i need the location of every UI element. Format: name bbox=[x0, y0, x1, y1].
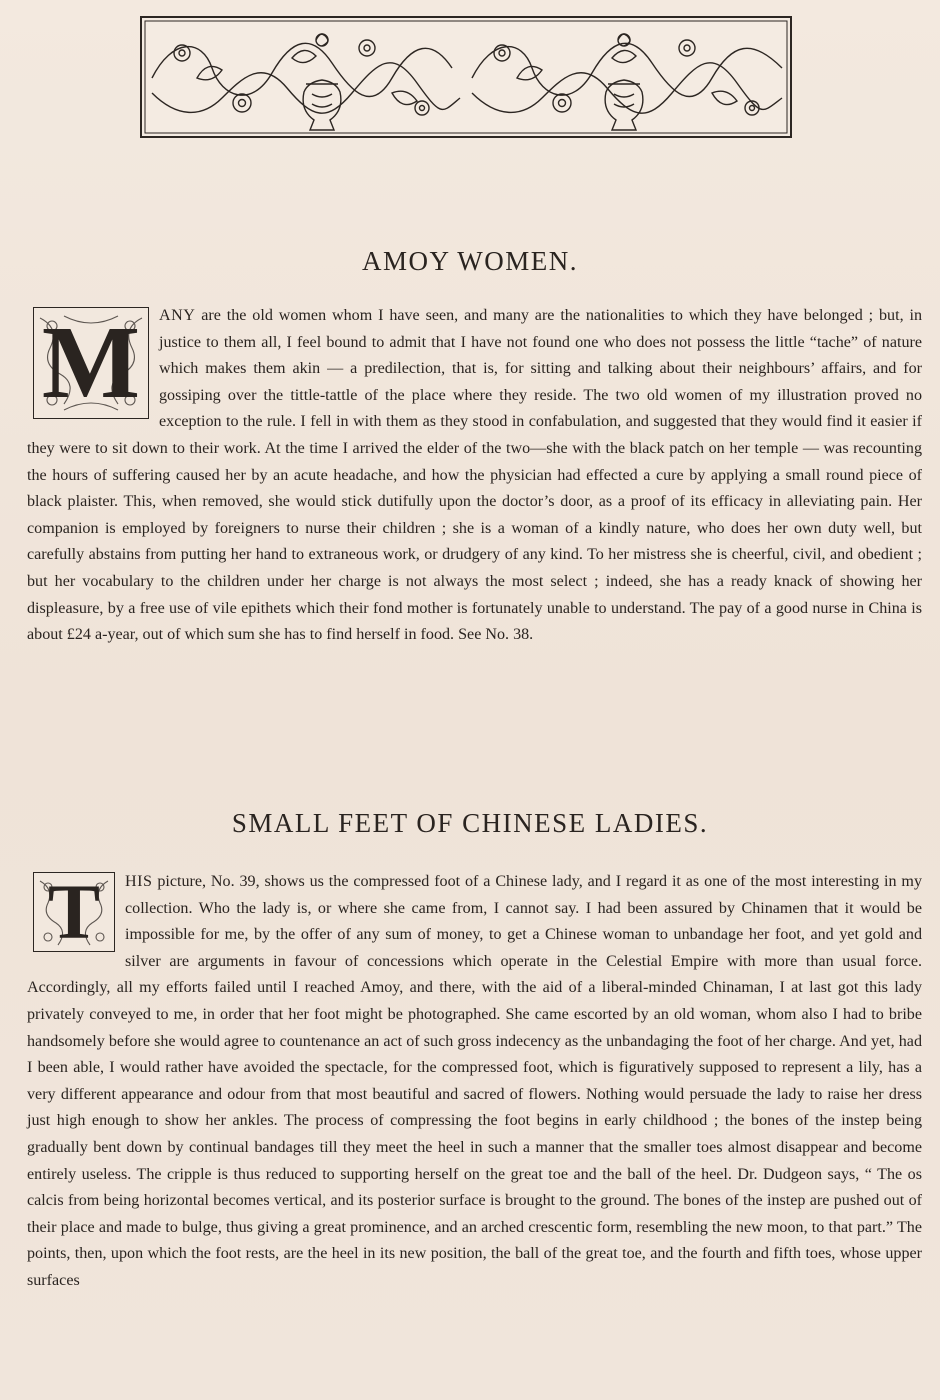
dropcap-letter: M bbox=[41, 305, 141, 420]
decorative-initial-m bbox=[33, 307, 149, 419]
dropcap-letter: T bbox=[47, 868, 101, 955]
body-text: are the old women whom I have seen, and many are the nationalities to which they have belonged ; but, in justice to them all, I feel bound to admit that I have not found one who does not possess the little “tache” of nature which makes them akin — a predilection, that is, for sitting and talking about their neighbours’ affairs, and for gossiping over the tittle-tattle of the place where they reside. The two old women of my illustration proved no exception to the rule. I fell in with them as they stood in confabulation, and suggested that they would find it easier if they were to sit down to their work. At the time I arrived the elder of the two—she with the black patch on her temple — was recounting the hours of suffering caused her by an acute headache, and how the physician had effected a cure by applying a small round piece of black plaister. This, when removed, she would stick dutifully upon the doctor’s door, as a proof of its efficacy in alleviating pain. Her companion is employed by foreigners to nurse their children ; she is a woman of a kindly nature, who does her own duty well, but carefully abstains from putting her hand to extraneous work, or drudgery of any kind. To her mistress she is cheerful, civil, and obedient ; but her vocabulary to the children under her charge is not always the most select ; indeed, she has a ready knack of showing her displeasure, by a free use of vile epithets which their fond mother is fortunately unable to understand. The pay of a good nurse in China is about £24 a-year, out of which sum she has to find herself in food. See No. 38. bbox=[27, 307, 922, 644]
lead-word: HIS bbox=[125, 873, 153, 890]
amoy-women-paragraph bbox=[27, 303, 922, 649]
section-title-small-feet: SMALL FEET OF CHINESE LADIES. bbox=[231, 808, 709, 838]
lead-word: ANY bbox=[159, 307, 196, 324]
body-text: picture, No. 39, shows us the compressed foot of a Chinese lady, and I regard it as one of the most interesting in my collection. Who the lady is, or where she came from, I cannot say. I had been assured by Chinamen that it would be impossible for me, by the offer of any sum of money, to get a Chinese woman to unbandage her foot, and yet gold and silver are arguments in favour of concessions which operate in the Celestial Empire with more than usual force. Accordingly, all my efforts failed until I reached Amoy, and there, with the aid of a liberal-minded Chinaman, I at last got this lady privately conveyed to me, in order that her foot might be photographed. She came escorted by an old woman, whom also I had to bribe handsomely before she would agree to countenance an act of such gross indecency as the unbandaging the foot of her charge. And yet, had I been able, I would rather have avoided the spectacle, for the compressed foot, which is figuratively supposed to represent a lily, has a very different appearance and odour from that most beautiful and sacred of flowers. Nothing would persuade the lady to raise her dress just high enough to show her ankles. The process of compressing the foot begins in early childhood ; the bones of the instep being gradually bent down by continual bandages till they meet the heel in such a manner that the smaller toes almost disappear and become entirely useless. The cripple is thus reduced to supporting herself on the great toe and the ball of the heel. Dr. Dudgeon says, “ The os calcis from being horizontal becomes vertical, and its posterior surface is brought to the ground. The bones of the instep are pushed out of their place and made to bulge, thus giving a great prominence, and an arched crescentic form, resembling the new moon, to that part.” The points, then, upon which the foot rests, are the heel in its new position, the ball of the great toe, and the fourth and fifth toes, whose upper surfaces bbox=[27, 873, 922, 1289]
ornamental-vine-vase-icon bbox=[142, 18, 790, 136]
section-title-amoy-women: AMOY WOMEN. bbox=[362, 246, 578, 276]
decorative-initial-t bbox=[33, 868, 115, 955]
ornamental-header-banner bbox=[140, 16, 792, 138]
small-feet-paragraph bbox=[27, 869, 922, 1295]
